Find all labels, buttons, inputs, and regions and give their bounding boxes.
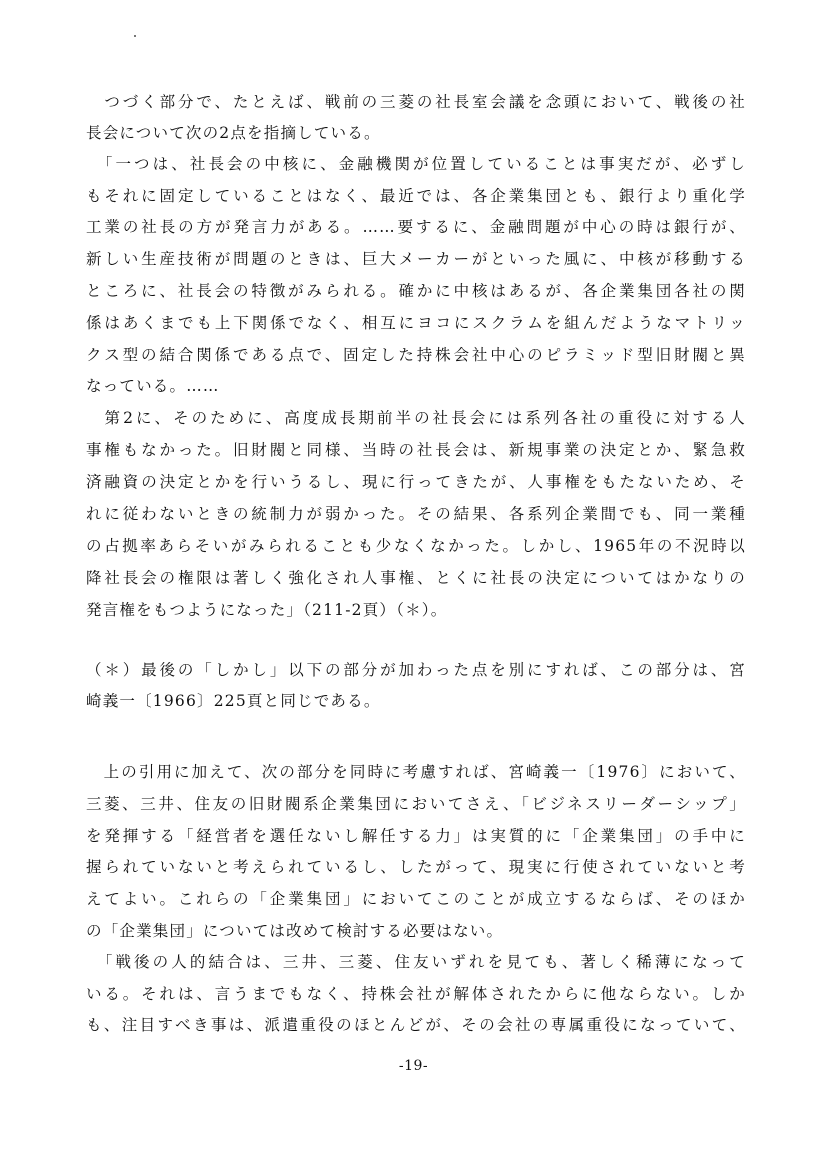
text-line: 三菱、三井、住友の旧財閥系企業集団においてさえ、「ビジネスリーダーシップ」 [86,795,746,813]
text-line: の占拠率あらそいがみられることも少なくなかった。しかし、1965年の不況時以 [86,537,746,555]
footnote-line: （＊）最後の「しかし」以下の部分が加わった点を別にすれば、この部分は、宮 [86,661,746,679]
text-line: を発揮する「経営者を選任ないし解任する力」は実質的に「企業集団」の手中に [86,827,746,845]
text-line: クス型の結合関係である点で、固定した持株会社中心のピラミッド型旧財閥と異 [86,346,746,364]
text-line: 降社長会の権限は著しく強化され人事権、とくに社長の決定についてはかなりの [86,569,746,587]
text-line: 発言権をもつようになった」（211-2頁）（＊）。 [86,601,448,619]
text-line: えてよい。これらの「企業集団」においてこのことが成立するならば、そのほか [86,890,746,908]
text-line: 工業の社長の方が発言力がある。……要するに、金融問題が中心の時は銀行が、 [86,218,746,236]
page-number: -19- [398,1058,429,1074]
scan-speck [134,35,136,37]
text-line: なっている。…… [86,377,220,395]
text-line: 長会について次の2点を指摘している。 [86,124,381,142]
text-line: れに従わないときの統制力が弱かった。その結果、各系列企業間でも、同一業種 [86,505,746,523]
text-line: ところに、社長会の特徴がみられる。確かに中核はあるが、各企業集団各社の関 [86,282,746,300]
text-line: もそれに固定していることはなく、最近では、各企業集団とも、銀行より重化学 [86,187,746,205]
text-line: 上の引用に加えて、次の部分を同時に考慮すれば、宮崎義一〔1976〕において、 [86,763,746,781]
footnote-line: 崎義一〔1966〕225頁と同じである。 [86,692,381,710]
text-line: 済融資の決定とかを行いうるし、現に行ってきたが、人事権をもたないため、そ [86,473,746,491]
text-line: 「戦後の人的結合は、三井、三菱、住友いずれを見ても、著しく稀薄になって [86,953,746,971]
text-line: 「一つは、社長会の中核に、金融機関が位置していることは事実だが、必ずし [86,155,746,173]
text-line: 第2に、そのために、高度成長期前半の社長会には系列各社の重役に対する人 [86,409,746,427]
text-line: いる。それは、言うまでもなく、持株会社が解体されたからに他ならない。しか [86,985,746,1003]
text-line: の「企業集団」については改めて検討する必要はない。 [86,922,504,940]
text-line: つづく部分で、たとえば、戦前の三菱の社長室会議を念頭において、戦後の社 [86,93,746,111]
text-line: 事権もなかった。旧財閥と同様、当時の社長会は、新規事業の決定とか、緊急救 [86,441,746,459]
text-line: 新しい生産技術が問題のときは、巨大メーカーがといった風に、中核が移動する [86,250,746,268]
text-line: も、注目すべき事は、派遣重役のほとんどが、その会社の専属重役になっていて、 [86,1016,746,1034]
text-line: 握られていないと考えられているし、したがって、現実に行使されていないと考 [86,858,746,876]
text-line: 係はあくまでも上下関係でなく、相互にヨコにスクラムを組んだようなマトリッ [86,314,746,332]
